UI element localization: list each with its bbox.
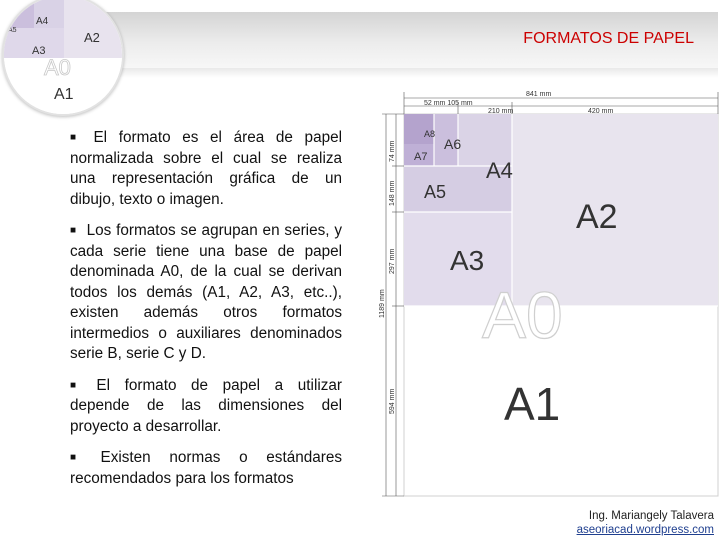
dim-left-148: 148 mm [389, 180, 396, 206]
label-a5: A5 [424, 182, 447, 202]
header-band [60, 68, 718, 78]
badge-illustration [4, 0, 122, 114]
dim-left-594: 594 mm [389, 388, 396, 414]
bullet-item [70, 448, 342, 489]
bullet-item [70, 376, 342, 438]
bullet-marker-icon: ■ [70, 379, 87, 391]
bullet-text: Existen normas o estándares recomendados para los formatos [70, 449, 342, 487]
label-a4: A4 [486, 158, 513, 183]
footer-author: Ing. Mariangely Talavera [588, 510, 714, 522]
footer-link[interactable]: aseoriacad.wordpress.com [576, 524, 714, 536]
dim-left-297: 297 mm [389, 248, 396, 274]
paper-formats-svg [376, 86, 720, 498]
content-text [70, 128, 342, 500]
badge-label-a0: A0 [44, 55, 71, 80]
page-title: FORMATOS DE PAPEL [523, 30, 694, 47]
dim-top-a2: 420 mm [588, 108, 614, 115]
badge-label-a3: A3 [32, 45, 46, 57]
bullet-item [70, 221, 342, 365]
badge-label-a6: A6 [6, 3, 15, 10]
bullet-text: El formato de papel a utilizar depende de las dimensiones del proyecto a desarrollar. [70, 376, 342, 435]
label-a0: A0 [482, 278, 563, 352]
footer-credit [577, 509, 714, 537]
paper-formats-diagram [376, 86, 720, 503]
label-a2: A2 [576, 198, 618, 236]
bullet-text: El formato es el área de papel normalizada sobre el cual se realiza una representación gráfica de un dibujo, texto o imagen. [70, 129, 342, 208]
label-a8: A8 [424, 129, 436, 139]
dim-top-a6a7: 52 mm 105 mm [424, 100, 473, 107]
label-a6: A6 [444, 136, 462, 152]
bullet-text: Los formatos se agrupan en series, y cada serie tiene una base de papel denominada A0, de la cual se derivan todos los demás (A1, A2, A3, etc..), existen además otros formatos intermedios o auxiliares denominados serie B, serie C y D. [70, 222, 342, 362]
dim-top-total: 841 mm [526, 91, 552, 98]
bullet-item [70, 128, 342, 210]
label-a7: A7 [414, 151, 428, 163]
badge-label-a4: A4 [36, 16, 49, 27]
bullet-marker-icon: ■ [70, 225, 77, 236]
dim-left-74: 74 mm [389, 140, 396, 162]
badge-label-a5: A5 [8, 27, 17, 34]
label-a3: A3 [450, 245, 485, 276]
paper-format-badge [2, 0, 124, 116]
badge-label-a1: A1 [54, 86, 74, 103]
badge-label-a2: A2 [84, 30, 100, 45]
dim-left-total: 1189 mm [379, 289, 386, 318]
label-a1: A1 [504, 378, 561, 430]
bullet-marker-icon: ■ [70, 452, 91, 463]
dim-top-a4: 210 mm [488, 108, 514, 115]
bullet-marker-icon: ■ [70, 132, 84, 143]
